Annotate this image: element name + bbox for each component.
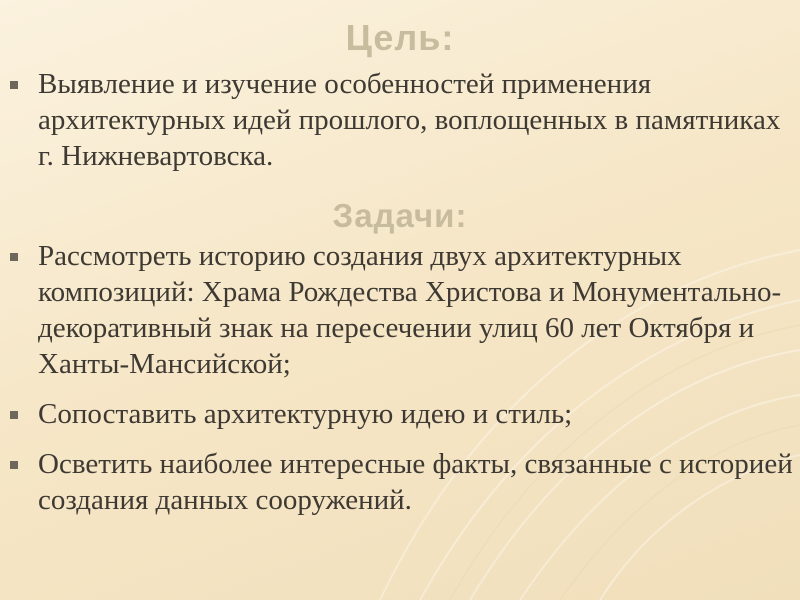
square-bullet-icon bbox=[10, 81, 18, 89]
task-item bbox=[0, 396, 800, 432]
goal-heading: Цель: bbox=[345, 17, 455, 58]
tasks-heading: Задачи: bbox=[332, 197, 468, 234]
task-item-text: Рассмотреть историю создания двух архитектурных композиций: Храма Рождества Христова и Монументально-декоративный знак на пересечении улиц 60 лет Октября и Ханты-Мансийской; bbox=[38, 240, 782, 380]
goal-list bbox=[0, 66, 800, 174]
task-item bbox=[0, 238, 800, 382]
tasks-list bbox=[0, 238, 800, 518]
goal-item bbox=[0, 66, 800, 174]
task-item bbox=[0, 446, 800, 518]
task-item-text: Осветить наиболее интересные факты, связанные с историей создания данных сооружений. bbox=[38, 448, 793, 516]
square-bullet-icon bbox=[10, 461, 18, 469]
square-bullet-icon bbox=[10, 253, 18, 261]
square-bullet-icon bbox=[10, 411, 18, 419]
goal-item-text: Выявление и изучение особенностей применения архитектурных идей прошлого, воплощенных в памятниках г. Нижневартовска. bbox=[38, 68, 781, 172]
task-item-text: Сопоставить архитектурную идею и стиль; bbox=[38, 398, 573, 430]
